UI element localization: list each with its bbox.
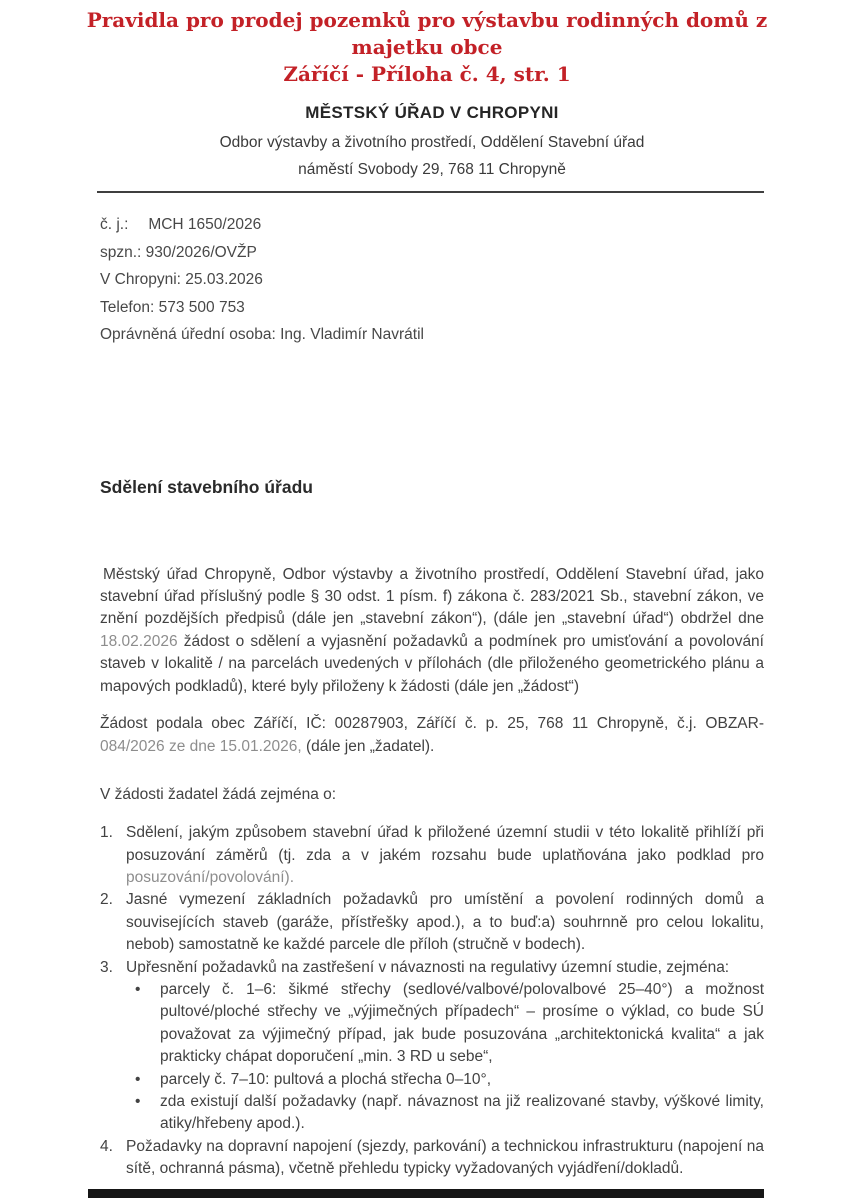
item-number: 1. <box>100 824 113 842</box>
letterhead-divider <box>97 191 764 193</box>
appendix-banner-line1: Pravidla pro prodej pozemků pro výstavbu rodinných domů z majetku obce <box>86 8 768 59</box>
meta-value: Ing. Vladimír Navrátil <box>280 326 424 343</box>
bullet-item-roof-1-6 <box>135 979 764 1069</box>
meta-label: V Chropyni: <box>100 271 181 288</box>
item-number: 3. <box>100 958 113 976</box>
meta-label: Telefon: <box>100 298 155 316</box>
paragraph-segment-date: 18.02.2026 <box>100 632 178 650</box>
meta-label: Oprávněná úřední osoba: <box>100 326 276 343</box>
item-segment: Sdělení, jakým způsobem stavební úřad k přiložené územní studii v této lokalitě přihlíží při posuzování záměrů (tj. zda a v jakém rozsahu bude uplatňována jako podklad pro <box>126 824 764 864</box>
item-text: Jasné vymezení základních požadavků pro umístění a povolení rodinných domů a souvisejících staveb (garáže, přístřešky apod.), a to buď:a) souhrnně pro celou lokalitu, nebob) samostatně ke každé parcele dle příloh (stručně v bodech). <box>126 891 764 954</box>
numbered-item-3 <box>100 957 764 979</box>
bullet-item-other-requirements <box>135 1091 764 1136</box>
bullet-marker: • <box>135 981 141 998</box>
bullet-text: parcely č. 7–10: pultová a plochá střecha 0–10°, <box>160 1070 492 1088</box>
item-number: 4. <box>100 1137 113 1155</box>
item-segment-grey: posuzování/povolování). <box>126 868 295 886</box>
bullet-text: zda existují další požadavky (např. návaznost na již realizované stavby, výškové limity, atiky/hřebeny apod.). <box>160 1093 764 1133</box>
bullet-marker: • <box>135 1070 141 1088</box>
paragraph-segment: Žádost podala obec Záříčí, IČ: 00287903, Záříčí č. p. 25, 768 11 Chropyně, č.j. OBZAR- <box>100 715 764 733</box>
item-text: Upřesnění požadavků na zastřešení v návaznosti na regulativy územní studie, zejména: <box>126 958 730 976</box>
office-name: MĚSTSKÝ ÚŘAD V CHROPYNI <box>305 103 559 122</box>
numbered-item-2 <box>100 889 764 956</box>
numbered-item-4 <box>100 1136 764 1181</box>
item-number: 2. <box>100 891 113 909</box>
office-address: náměstí Svobody 29, 768 11 Chropyně <box>298 161 566 178</box>
request-list-intro: V žádosti žadatel žádá zejména o: <box>100 786 337 804</box>
paragraph-applicant <box>100 713 764 758</box>
bullet-text: parcely č. 1–6: šikmé střechy (sedlové/valbové/polovalbové 25–40°) a možnost pultové/ploché střechy ve „výjimečných případech“ – prosíme o výklad, co bude SÚ považovat za výjimečný případ, jak bude posuzována „architektonická kvalita“ a jak prakticky chápat doporučení „min. 3 RD u sebe“, <box>160 981 764 1066</box>
meta-row-place-date <box>100 266 764 294</box>
bullet-item-roof-7-10 <box>135 1069 764 1091</box>
paragraph-segment: žádost o sdělení a vyjasnění požadavků a podmínek pro umisťování a povolování staveb v lokalitě / na parcelách uvedených v přílohách (dle přiloženého geometrického plánu a mapových podkladů), které byly přiloženy k žádosti (dále jen „žádost“) <box>100 632 764 695</box>
meta-row-cj <box>100 211 764 239</box>
appendix-banner <box>45 0 809 88</box>
letter-meta <box>100 211 764 349</box>
section-heading: Sdělení stavebního úřadu <box>100 476 313 497</box>
meta-value: 573 500 753 <box>158 298 245 316</box>
appendix-banner-line2: Záříčí - Příloha č. 4, str. 1 <box>283 62 571 86</box>
office-department: Odbor výstavby a životního prostředí, Oddělení Stavební úřad <box>219 134 645 151</box>
paragraph-segment: Městský úřad Chropyně, Odbor výstavby a životního prostředí, Oddělení Stavební úřad, jako stavební úřad příslušný podle § 30 odst. 1 písm. f) zákona č. 283/2021 Sb., stavební zákon, ve znění pozdějších předpisů (dále jen „stavební zákon“), (dále jen „stavební úřad“) obdržel dne <box>100 565 764 628</box>
meta-value: MCH 1650/2026 <box>148 216 262 233</box>
item-text: Požadavky na dopravní napojení (sjezdy, parkování) a technickou infrastrukturu (napojení na sítě, ochranná pásma), včetně přehledu typicky vyžadovaných vyjádření/dokladů. <box>126 1137 764 1178</box>
meta-row-official <box>100 321 764 349</box>
meta-value: 25.03.2026 <box>185 271 263 288</box>
paragraph-segment-ref: 084/2026 ze dne 15.01.2026, <box>100 737 302 755</box>
meta-value: 930/2026/OVŽP <box>145 243 257 261</box>
numbered-item-1 <box>100 822 764 889</box>
redaction-bar <box>88 1189 764 1198</box>
meta-label: spzn.: <box>100 243 142 261</box>
bullet-marker: • <box>135 1093 141 1111</box>
item-text <box>126 822 764 889</box>
meta-label: č. j.: <box>100 216 129 233</box>
paragraph-introduction <box>100 564 764 698</box>
meta-row-phone <box>100 294 764 322</box>
meta-row-spzn <box>100 239 764 267</box>
paragraph-segment: (dále jen „žadatel). <box>301 737 435 755</box>
